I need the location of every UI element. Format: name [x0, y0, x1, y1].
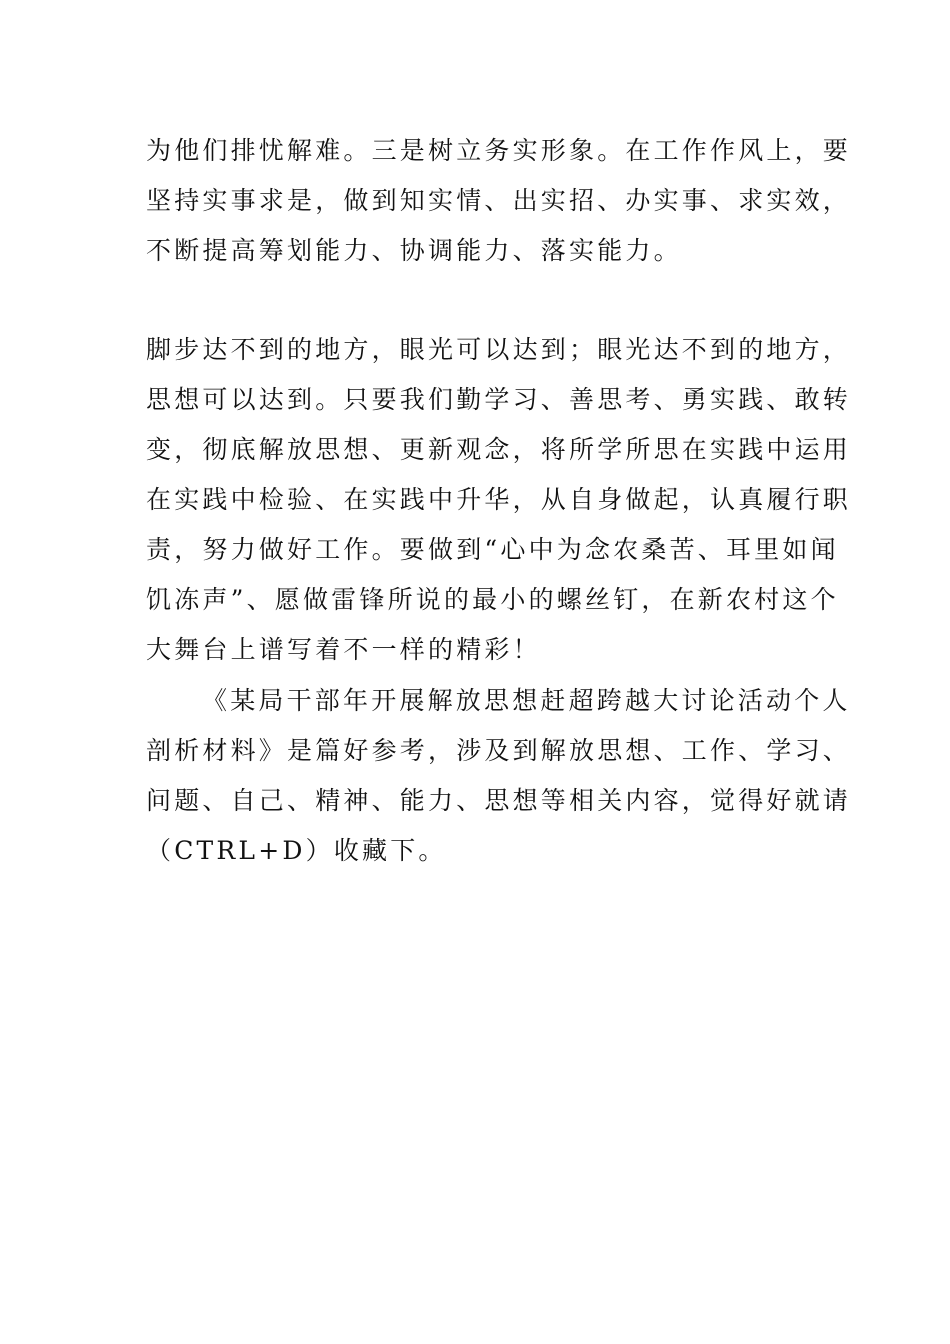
paragraph-bookmark-note: [146, 676, 852, 876]
paragraph-line: 大舞台上谱写着不一样的精彩！: [146, 635, 541, 664]
paragraph-line: 饥冻声”、愿做雷锋所说的最小的螺丝钉，在新农村这个: [146, 585, 839, 614]
paragraph-line: 不断提高筹划能力、协调能力、落实能力。: [146, 236, 682, 265]
paragraph-line: （CTRL+D）收藏下。: [146, 836, 447, 865]
paragraph-line: 责，努力做好工作。要做到“心中为念农桑苦、耳里如闻: [146, 535, 839, 564]
paragraph-line: 脚步达不到的地方，眼光可以达到；眼光达不到的地方，: [146, 335, 852, 364]
paragraph-line: 思想可以达到。只要我们勤学习、善思考、勇实践、敢转: [146, 385, 852, 414]
paragraph-line: 坚持实事求是，做到知实情、出实招、办实事、求实效，: [146, 186, 852, 215]
paragraph-conclusion: [146, 325, 852, 675]
paragraph-work-style: [146, 126, 852, 276]
paragraph-line: 为他们排忧解难。三是树立务实形象。在工作作风上，要: [146, 136, 852, 165]
paragraph-line: 变，彻底解放思想、更新观念，将所学所思在实践中运用: [146, 435, 852, 464]
paragraph-line: 问题、自己、精神、能力、思想等相关内容，觉得好就请: [146, 786, 852, 815]
paragraph-line: 在实践中检验、在实践中升华，从自身做起，认真履行职: [146, 485, 852, 514]
paragraph-line: 剖析材料》是篇好参考，涉及到解放思想、工作、学习、: [146, 736, 852, 765]
paragraph-line: 《某局干部年开展解放思想赶超跨越大讨论活动个人: [202, 686, 851, 715]
